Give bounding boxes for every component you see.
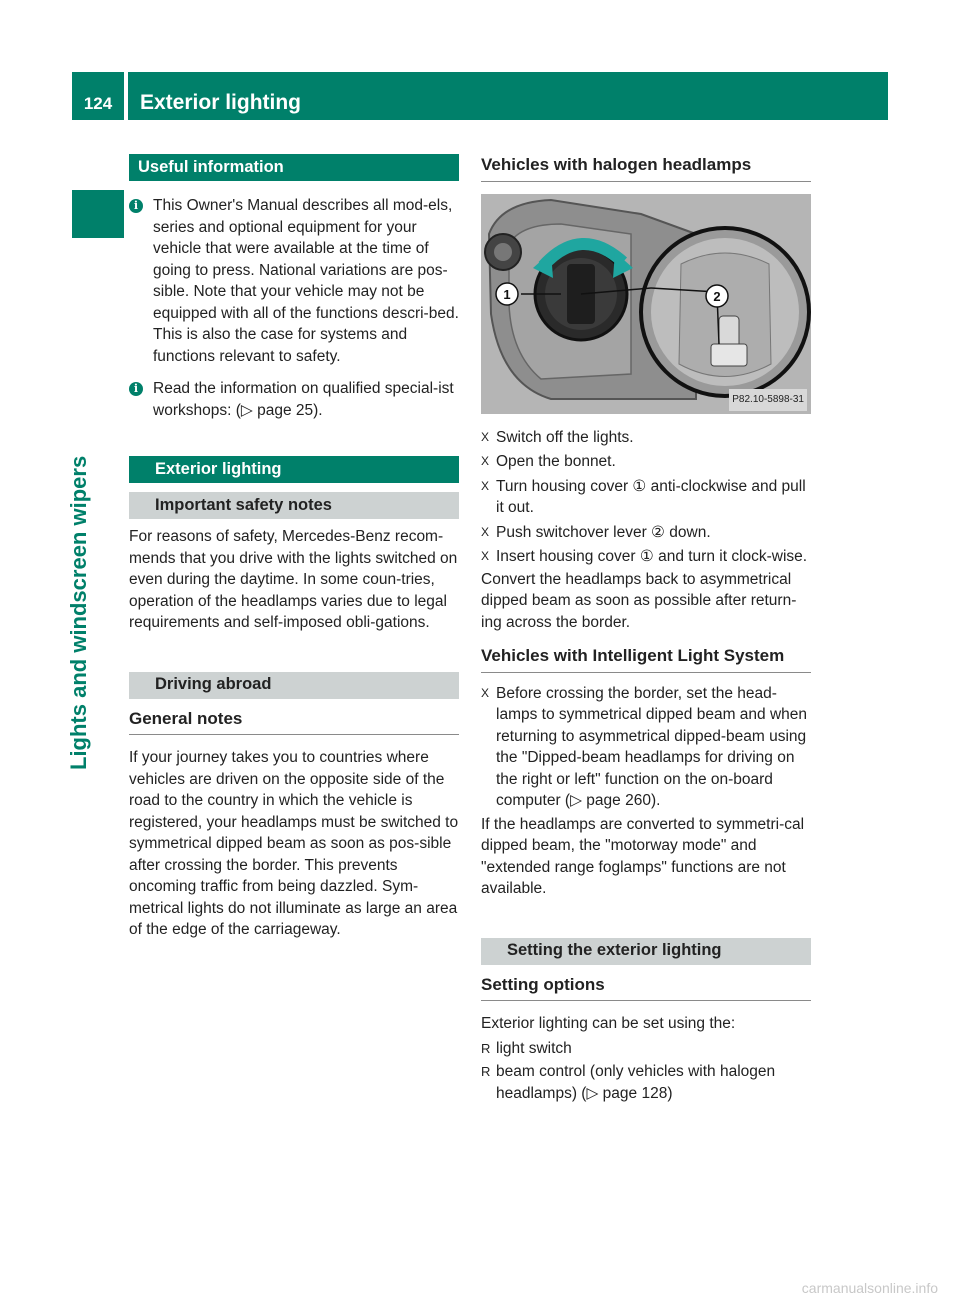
header-divider <box>124 72 128 120</box>
step-arrow-icon: X <box>481 478 490 493</box>
useful-information-heading: Useful information <box>129 154 459 181</box>
headlamp-illustration <box>481 194 811 414</box>
chapter-tab-marker <box>72 190 124 238</box>
list-item: R beam control (only vehicles with halogen headlamps) (▷ page 128) <box>481 1063 776 1102</box>
watermark: carmanualsonline.info <box>801 1280 938 1296</box>
instruction-step: X Turn housing cover ① anti-clockwise and pull it out. <box>481 477 806 516</box>
instruction-step: X Switch off the lights. <box>481 427 811 449</box>
convert-back-text: Convert the headlamps back to asymmetrical dipped beam as soon as possible after return-ing across the border. <box>481 570 797 631</box>
setting-options-list <box>481 1038 811 1105</box>
callout-1-label: 1 <box>503 286 511 302</box>
step-arrow-icon: X <box>481 454 490 468</box>
bullet-icon: R <box>481 1064 491 1079</box>
instruction-step: X Open the bonnet. <box>481 451 811 473</box>
info-note-text: This Owner's Manual describes all mod-els, series and optional equipment for your vehicle that were available at the time of going to press. National variations are pos-sible. Note that your vehicle may not be equipped with all of the functions descri-bed. This is also the case for systems and functions relevant to safety. <box>153 197 459 365</box>
driving-abroad-heading: Driving abroad <box>129 672 459 699</box>
info-icon: i <box>129 382 143 396</box>
setting-options-intro: Exterior lighting can be set using the: <box>481 1015 736 1032</box>
setting-options-heading: Setting options <box>481 974 811 1002</box>
list-item: R light switch <box>481 1038 811 1060</box>
safety-notes-text: For reasons of safety, Mercedes-Benz recom-mends that you drive with the lights switched on even during the daytime. In some coun-tries, operation of the headlamps varies due to legal requirements and self-imposed obli-gations. <box>129 528 458 631</box>
right-column <box>481 154 811 1104</box>
page-title: Exterior lighting <box>140 91 302 114</box>
instruction-step: X Push switchover lever ② down. <box>481 522 811 544</box>
step-arrow-icon: X <box>481 429 490 444</box>
headlamp-figure <box>481 194 811 414</box>
chapter-tab-label: Lights and windscreen wipers <box>66 455 91 770</box>
general-notes-text: If your journey takes you to countries where vehicles are driven on the opposite side of the road to the country in which the vehicle is registered, your headlamps must be switched to symmetrical dipped beam as soon as pos-sible after crossing the border. This prevents oncoming traffic from being dazzled. Sym-metrical lights do not illuminate as large an area of the edge of the carriageway. <box>129 749 459 938</box>
halogen-headlamps-heading: Vehicles with halogen headlamps <box>481 154 811 182</box>
step-arrow-icon: X <box>481 685 490 700</box>
info-note <box>129 195 459 367</box>
page-number: 124 <box>83 94 113 113</box>
left-column <box>129 154 459 941</box>
halogen-steps <box>481 427 811 568</box>
info-icon: i <box>129 199 143 213</box>
step-arrow-icon: X <box>481 549 490 563</box>
instruction-step: X Insert housing cover ① and turn it clock-wise. <box>481 546 811 568</box>
ils-note-text: If the headlamps are converted to symmetri-cal dipped beam, the "motorway mode" and "extended range foglamps" functions are not available. <box>481 815 805 897</box>
exterior-lighting-heading: Exterior lighting <box>129 456 459 483</box>
ils-heading: Vehicles with Intelligent Light System <box>481 645 811 673</box>
info-note <box>129 378 459 421</box>
general-notes-heading: General notes <box>129 708 459 736</box>
figure-reference-code: P82.10-5898-31 <box>729 389 807 411</box>
setting-exterior-lighting-heading: Setting the exterior lighting <box>481 938 811 965</box>
safety-notes-heading: Important safety notes <box>129 492 459 519</box>
bullet-icon: R <box>481 1040 491 1056</box>
step-arrow-icon: X <box>481 524 490 539</box>
info-note-text: Read the information on qualified special-ist workshops: (▷ page 25). <box>153 380 454 419</box>
instruction-step: X Before crossing the border, set the head-lamps to symmetrical dipped beam and when returning to asymmetrical dipped-beam using the "Dipped-beam headlamps for driving on the right or left" function on the on-board computer (▷ page 260). <box>481 684 808 809</box>
callout-2-label: 2 <box>713 288 721 304</box>
